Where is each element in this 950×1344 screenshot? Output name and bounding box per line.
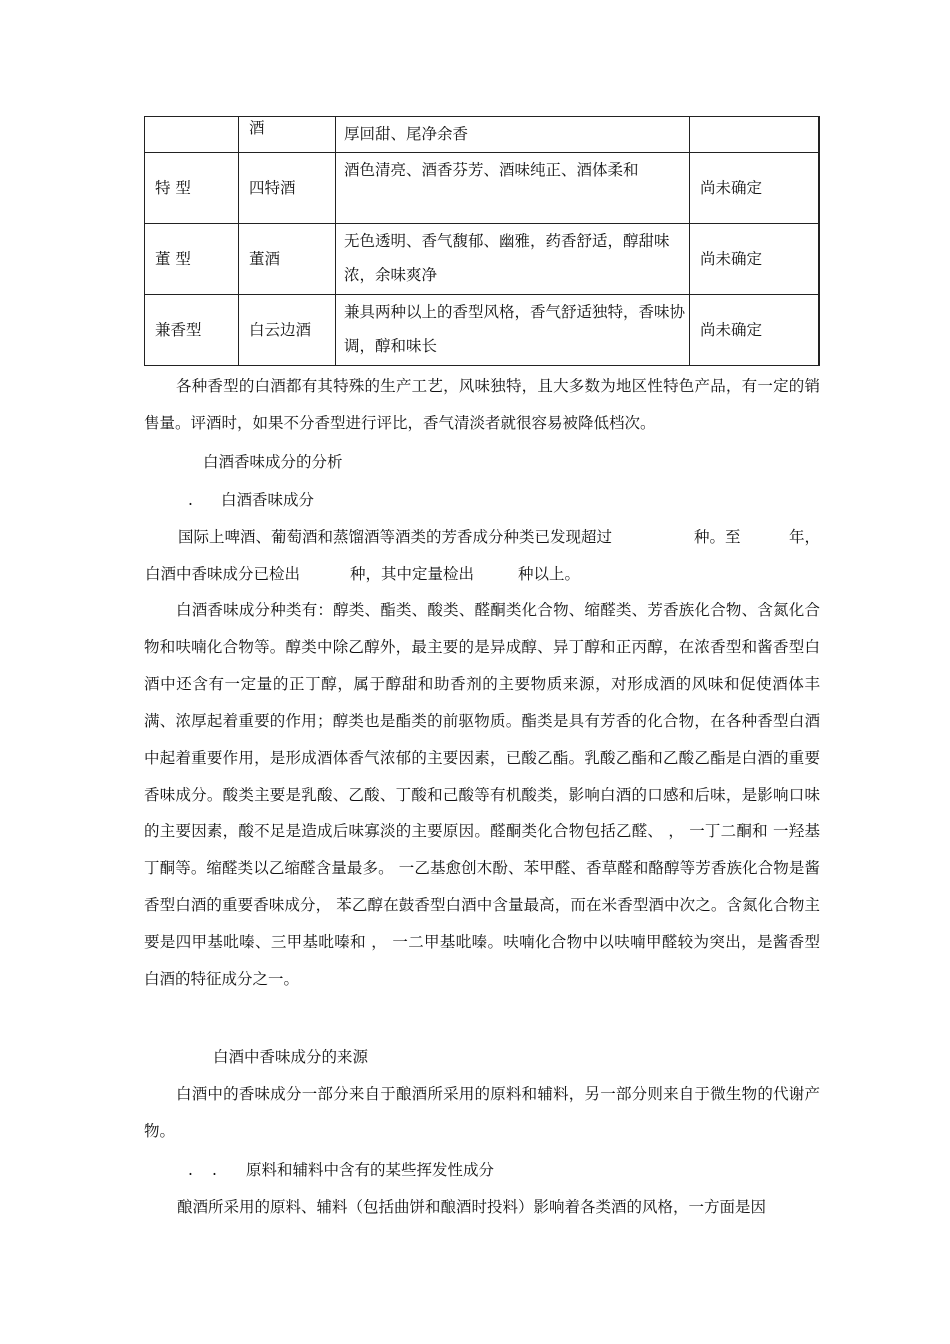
subsection-heading-materials: 原料和辅料中含有的某些挥发性成分 <box>246 1161 495 1179</box>
liquor-type-table <box>144 116 820 366</box>
paragraph-international-d: 白酒中香味成分已检出 <box>145 565 301 583</box>
type-cell: 董 型 <box>145 224 239 295</box>
table-row <box>145 117 819 153</box>
feature-cell: 酒色清亮、酒香芬芳、酒味纯正、酒体柔和 <box>336 153 690 224</box>
feature-cell: 兼具两种以上的香型风格，香气舒适独特，香味协调，醇和味长 <box>336 295 690 366</box>
type-cell: 特 型 <box>145 153 239 224</box>
representative-cell: 四特酒 <box>239 153 336 224</box>
standard-cell: 尚未确定 <box>690 295 819 366</box>
paragraph-international-c: 年， <box>789 528 821 546</box>
standard-cell <box>690 117 819 153</box>
feature-cell: 厚回甜、尾净余香 <box>336 117 690 153</box>
representative-cell: 董酒 <box>239 224 336 295</box>
paragraph-aroma-components: 白酒香味成分种类有：醇类、酯类、酸类、醛酮类化合物、缩醛类、芳香族化合物、含氮化合物和呋喃化合物等。醇类中除乙醇外，最主要的是异成醇、异丁醇和正丙醇，在浓香型和酱香型白酒中还含有一定量的正丁醇，属于醇甜和助香剂的主要物质来源，对形成酒的风味和促使酒体丰满、浓厚起着重要的作用；醇类也是酯类的前驱物质。酯类是具有芳香的化合物，在各种香型白酒中起着重要作用，是形成酒体香气浓郁的主要因素，已酸乙酯。乳酸乙酯和乙酸乙酯是白酒的重要香味成分。酸类主要是乳酸、乙酸、丁酸和己酸等有机酸类，影响白酒的口感和后味，是影响口味的主要因素，酸不足是造成后味寡淡的主要原因。醛酮类化合物包括乙醛、 ， 一丁二酮和 一羟基丁酮等。缩醛类以乙缩醛含量最多。 一乙基愈创木酚、苯甲醛、香草醛和酪醇等芳香族化合物是酱香型白酒的重要香味成分， 苯乙醇在鼓香型白酒中含量最高，而在米香型酒中次之。含氮化合物主要是四甲基吡嗪、三甲基吡嗪和 ， 一二甲基吡嗪。呋喃化合物中以呋喃甲醛较为突出，是酱香型白酒的特征成分之一。 <box>144 601 820 989</box>
feature-cell: 无色透明、香气馥郁、幽雅，药香舒适，醇甜味浓，余味爽净 <box>336 224 690 295</box>
table-row <box>145 153 819 224</box>
table-row <box>145 224 819 295</box>
representative-cell: 酒 <box>239 117 336 153</box>
paragraph-materials: 酿酒所采用的原料、辅料（包括曲饼和酿酒时投料）影响着各类酒的风格，一方面是因 <box>177 1198 767 1216</box>
type-cell: 兼香型 <box>145 295 239 366</box>
section-heading-source: 白酒中香味成分的来源 <box>213 1048 369 1066</box>
paragraph-international-a: 国际上啤酒、葡萄酒和蒸馏酒等酒类的芳香成分种类已发现超过 <box>178 528 613 546</box>
heading-number-dot: . <box>188 1161 193 1179</box>
standard-cell: 尚未确定 <box>690 224 819 295</box>
heading-number-dot: . <box>188 491 193 509</box>
paragraph-international-f: 种以上。 <box>518 565 581 583</box>
paragraph-aroma-types: 各种香型的白酒都有其特殊的生产工艺，风味独特，且大多数为地区性特色产品，有一定的销售量。评酒时，如果不分香型进行评比，香气清淡者就很容易被降低档次。 <box>144 377 820 432</box>
table-row <box>145 295 819 366</box>
standard-cell: 尚未确定 <box>690 153 819 224</box>
paragraph-international-b: 种。至 <box>694 528 741 546</box>
subsection-heading: 白酒香味成分 <box>221 491 315 509</box>
paragraph-source: 白酒中的香味成分一部分来自于酿酒所采用的原料和辅料，另一部分则来自于微生物的代谢产物。 <box>144 1085 820 1140</box>
section-heading: 白酒香味成分的分析 <box>203 453 343 471</box>
paragraph-international-e: 种，其中定量检出 <box>350 565 475 583</box>
heading-number-dot: . <box>212 1161 217 1179</box>
type-cell <box>145 117 239 153</box>
representative-cell: 白云边酒 <box>239 295 336 366</box>
